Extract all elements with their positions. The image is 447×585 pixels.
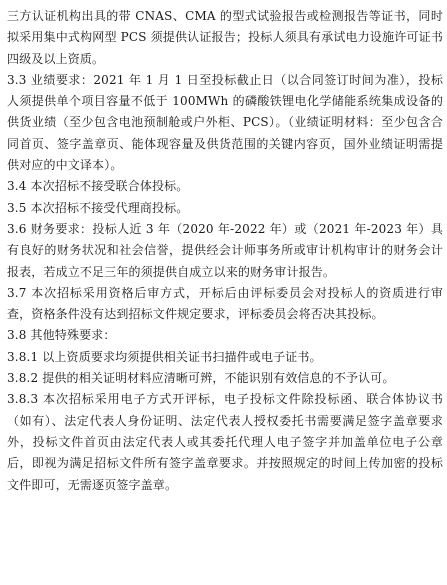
paragraph-3-8-1: 3.8.1 以上资质要求均须提供相关证书扫描件或电子证书。 [7, 349, 322, 364]
paragraph-3-8-3: 3.8.3 本次招标采用电子方式开评标，电子投标文件除投标函、联合体协议书（如有）、法定代表人身份证明、法定代表人授权委托书需要满足签字盖章要求外，投标文件首页由法定代表人或其委托代理人电子签字并加盖单位电子公章后，即视为满足招标文件所有签字盖章要求。并按照规定的时间上传加密的投标文件即可，无需逐页签字盖章。 [7, 392, 443, 492]
paragraph-3-8-2: 3.8.2 提供的相关证明材料应清晰可辨，不能识别有效信息的不予认可。 [7, 371, 395, 386]
paragraph-3-4-consortium: 3.4 本次招标不接受联合体投标。 [7, 179, 189, 194]
paragraph-3-8-heading: 3.8 其他特殊要求： [7, 328, 116, 343]
paragraph-3-5-agent: 3.5 本次招标不接受代理商投标。 [7, 200, 189, 215]
paragraph-certification: 三方认证机构出具的带 CNAS、CMA 的型式试验报告或检测报告等证书，同时拟采用集中式构网型 PCS 须提供认证报告；投标人须具有承试电力设施许可证书四级及以上资质。 [7, 9, 443, 66]
paragraph-3-7-review: 3.7 本次招标采用资格后审方式，开标后由评标委员会对投标人的资质进行审查，资格条件没有达到招标文件规定要求，评标委员会将否决其投标。 [7, 285, 443, 322]
paragraph-3-3-performance: 3.3 业绩要求：2021 年 1 月 1 日至投标截止日（以合同签订时间为准），投标人须提供单个项目容量不低于 100MWh 的磷酸铁锂电化学储能系统集成设备的供货业绩（至少包含电池预制舱或户外柜、PCS）。（业绩证明材料：至少包含合同首页、签字盖章页、能体现容量及供货范围的关键内容页，国外业绩证明需提供对应的中文译本）。 [7, 72, 443, 173]
document-body [7, 6, 443, 496]
paragraph-3-6-financial: 3.6 财务要求：投标人近 3 年（2020 年-2022 年）或（2021 年-2023 年）具有良好的财务状况和社会信誉，提供经会计师事务所或审计机构审计的财务会计报表，若成立不足三年的须提供自成立以来的财务审计报告。 [7, 221, 443, 279]
